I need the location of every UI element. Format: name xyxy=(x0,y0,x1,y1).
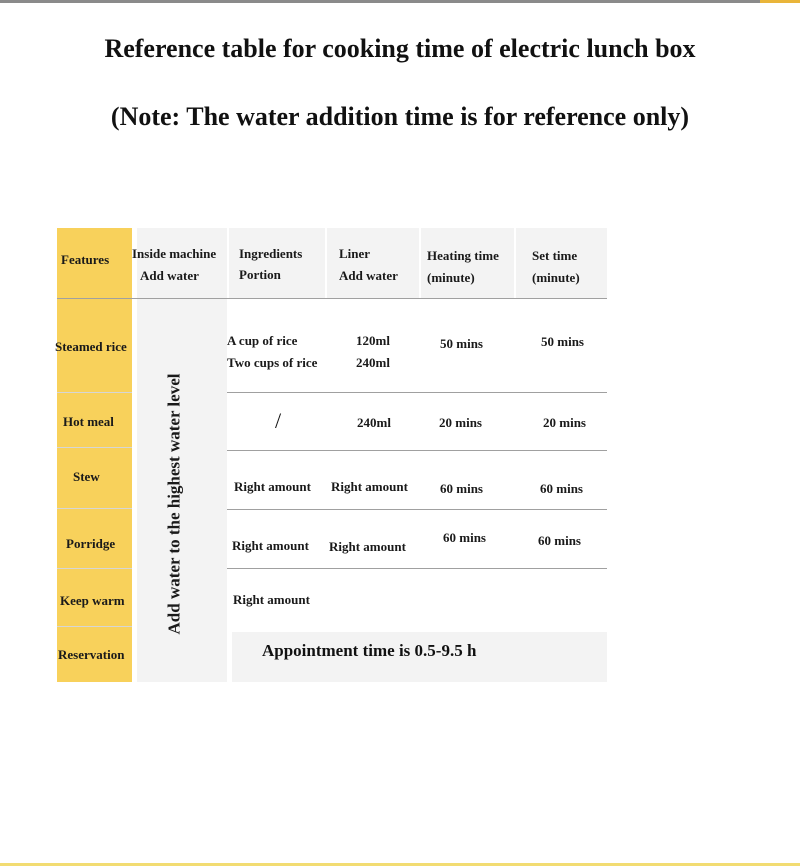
page-note: (Note: The water addition time is for reference only) xyxy=(110,102,690,131)
feature-divider xyxy=(57,392,132,393)
features-column xyxy=(57,228,132,682)
header-liner: Liner xyxy=(339,246,371,261)
row-divider xyxy=(227,450,607,451)
set-time-cell: 20 mins xyxy=(543,415,586,430)
header-inside-machine: Inside machine xyxy=(132,246,217,261)
appointment-text: Appointment time is 0.5-9.5 h xyxy=(262,641,477,660)
feature-divider xyxy=(57,447,132,448)
header-set-time: Set time xyxy=(532,248,578,263)
header-divider xyxy=(57,298,607,299)
feature-reservation: Reservation xyxy=(58,647,125,662)
liner-header-cell xyxy=(327,228,419,298)
feature-keep-warm: Keep warm xyxy=(60,593,125,608)
heating-cell: 60 mins xyxy=(443,530,486,545)
set-time-cell: 50 mins xyxy=(541,334,584,349)
row-divider xyxy=(227,568,607,569)
heating-cell: 60 mins xyxy=(440,481,483,496)
feature-stew: Stew xyxy=(73,469,100,484)
page-title: Reference table for cooking time of electric lunch box xyxy=(104,34,696,63)
header-portion: Portion xyxy=(239,267,281,282)
cooking-time-table xyxy=(57,228,607,682)
header-set-unit: (minute) xyxy=(532,270,580,285)
ingredient-cell: / xyxy=(275,408,282,433)
header-heating-unit: (minute) xyxy=(427,270,475,285)
header-heating-time: Heating time xyxy=(427,248,499,263)
ingredient-cell: Right amount xyxy=(233,592,310,607)
set-time-cell: 60 mins xyxy=(540,481,583,496)
ingredients-header-cell xyxy=(229,228,325,298)
header-inside-add-water: Add water xyxy=(140,268,199,283)
feature-hot-meal: Hot meal xyxy=(63,414,114,429)
row-divider xyxy=(227,509,607,510)
top-border-accent xyxy=(760,0,800,3)
liner-cell: 240ml xyxy=(357,415,391,430)
liner-cell: Right amount xyxy=(331,479,408,494)
ingredient-cell: A cup of rice xyxy=(227,333,298,348)
liner-cell: 240ml xyxy=(356,355,390,370)
ingredient-cell: Right amount xyxy=(234,479,311,494)
top-border xyxy=(0,0,800,3)
feature-divider xyxy=(57,626,132,627)
feature-steamed-rice: Steamed rice xyxy=(55,339,127,354)
set-time-cell: 60 mins xyxy=(538,533,581,548)
row-divider xyxy=(227,392,607,393)
feature-porridge: Porridge xyxy=(66,536,116,551)
heating-cell: 20 mins xyxy=(439,415,482,430)
inside-machine-note xyxy=(159,354,189,654)
liner-cell: Right amount xyxy=(329,539,406,554)
header-liner-add-water: Add water xyxy=(339,268,398,283)
heating-cell: 50 mins xyxy=(440,336,483,351)
liner-cell: 120ml xyxy=(356,333,390,348)
ingredient-cell: Right amount xyxy=(232,538,309,553)
feature-divider xyxy=(57,508,132,509)
header-ingredients: Ingredients xyxy=(239,246,303,261)
header-features: Features xyxy=(61,252,110,267)
inside-machine-note-text: Add water to the highest water level xyxy=(164,373,184,635)
ingredient-cell: Two cups of rice xyxy=(227,355,318,370)
feature-divider xyxy=(57,568,132,569)
